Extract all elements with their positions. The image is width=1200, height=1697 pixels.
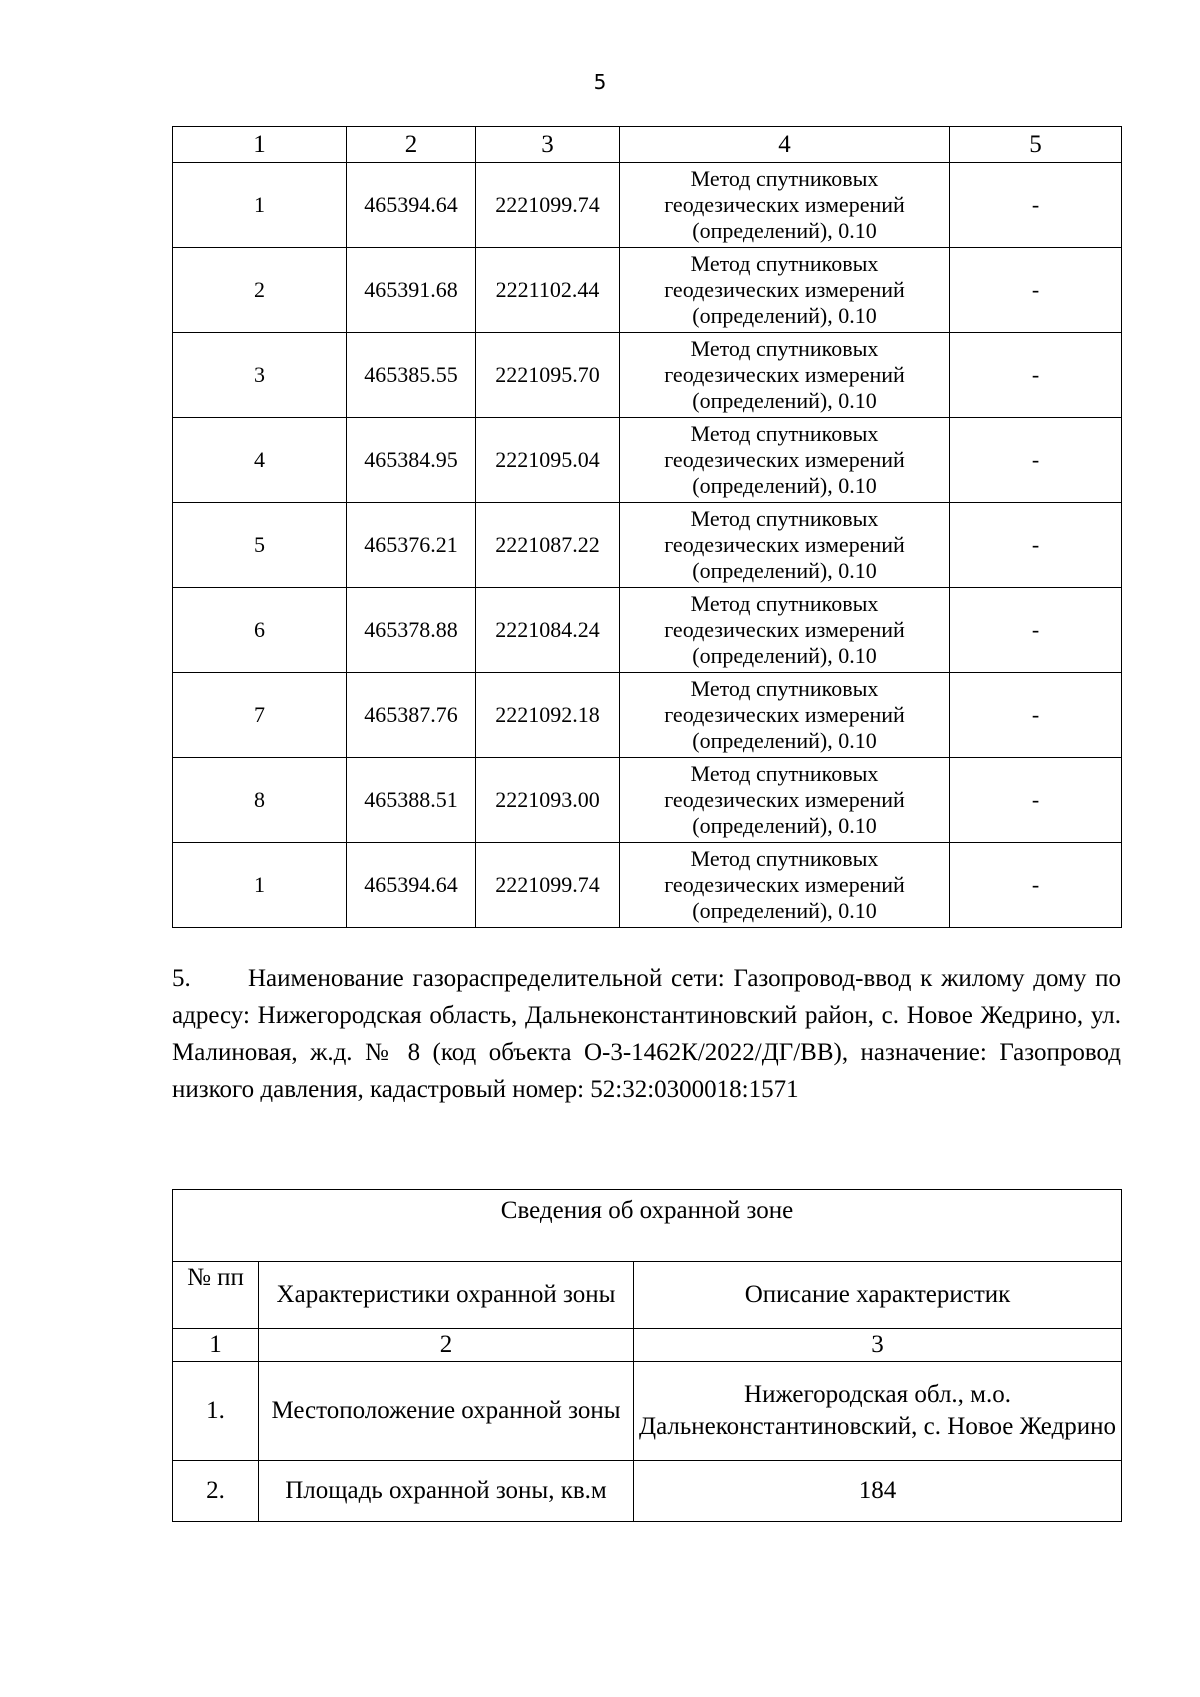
y-coordinate-value: 2221095.70	[495, 362, 600, 387]
point-number-value: 4	[254, 447, 265, 472]
table-row	[173, 673, 1122, 758]
y-coordinate-value: 2221092.18	[495, 702, 600, 727]
method-cell	[620, 758, 950, 843]
header-characteristics: Характеристики охранной зоны	[259, 1262, 634, 1329]
point-number-value: 3	[254, 362, 265, 387]
x-coordinate-cell	[347, 588, 476, 673]
method-line: геодезических измерений	[664, 872, 905, 897]
header-cell: 4	[620, 127, 950, 163]
method-cell	[620, 163, 950, 248]
point-number-value: 2	[254, 277, 265, 302]
protection-zone-table	[172, 1189, 1122, 1522]
table-header-row	[173, 127, 1122, 163]
x-coordinate-cell	[347, 758, 476, 843]
table-row	[173, 1461, 1122, 1522]
method-cell	[620, 843, 950, 928]
y-coordinate-value: 2221084.24	[495, 617, 600, 642]
note-value: -	[1031, 192, 1040, 217]
note-cell	[950, 418, 1122, 503]
note-cell	[950, 503, 1122, 588]
method-line: геодезических измерений	[664, 447, 905, 472]
note-value: -	[1031, 702, 1040, 727]
x-coordinate-value: 465391.68	[364, 277, 458, 302]
note-value: -	[1031, 447, 1040, 472]
table-row	[173, 1362, 1122, 1461]
point-number-cell	[173, 248, 347, 333]
table-row	[173, 503, 1122, 588]
point-number-value: 1	[254, 192, 265, 217]
y-coordinate-value: 2221102.44	[495, 277, 600, 302]
x-coordinate-value: 465385.55	[364, 362, 458, 387]
point-number-cell	[173, 588, 347, 673]
y-coordinate-cell	[476, 333, 620, 418]
header-cell: 3	[476, 127, 620, 163]
zone-table-column-numbers	[173, 1329, 1122, 1362]
method-line: (определений), 0.10	[692, 388, 877, 413]
method-line: геодезических измерений	[664, 362, 905, 387]
x-coordinate-value: 465394.64	[364, 872, 458, 897]
method-line: (определений), 0.10	[692, 813, 877, 838]
header-number: № пп	[173, 1262, 259, 1329]
note-cell	[950, 673, 1122, 758]
method-cell	[620, 333, 950, 418]
y-coordinate-cell	[476, 248, 620, 333]
y-coordinate-value: 2221095.04	[495, 447, 600, 472]
method-line: Метод спутниковых	[690, 591, 879, 616]
method-line: (определений), 0.10	[692, 643, 877, 668]
method-line: Метод спутниковых	[690, 506, 879, 531]
column-number: 3	[634, 1329, 1122, 1362]
method-line: геодезических измерений	[664, 532, 905, 557]
x-coordinate-value: 465378.88	[364, 617, 458, 642]
y-coordinate-cell	[476, 163, 620, 248]
method-line: (определений), 0.10	[692, 898, 877, 923]
row-number: 1.	[173, 1362, 259, 1461]
method-line: Метод спутниковых	[690, 166, 879, 191]
y-coordinate-cell	[476, 843, 620, 928]
note-cell	[950, 758, 1122, 843]
table-row	[173, 758, 1122, 843]
y-coordinate-cell	[476, 503, 620, 588]
table-row	[173, 588, 1122, 673]
point-number-cell	[173, 163, 347, 248]
x-coordinate-cell	[347, 843, 476, 928]
method-line: Метод спутниковых	[690, 676, 879, 701]
y-coordinate-value: 2221099.74	[495, 872, 600, 897]
y-coordinate-cell	[476, 418, 620, 503]
x-coordinate-cell	[347, 673, 476, 758]
x-coordinate-value: 465387.76	[364, 702, 458, 727]
table-row	[173, 248, 1122, 333]
method-line: Метод спутниковых	[690, 761, 879, 786]
page-number: 5	[593, 70, 607, 94]
y-coordinate-cell	[476, 588, 620, 673]
header-cell: 1	[173, 127, 347, 163]
method-line: (определений), 0.10	[692, 218, 877, 243]
note-cell	[950, 248, 1122, 333]
note-value: -	[1031, 787, 1040, 812]
point-number-cell	[173, 843, 347, 928]
note-value: -	[1031, 617, 1040, 642]
description-cell: Нижегородская обл., м.о. Дальнеконстантиновский, с. Новое Жедрино	[634, 1362, 1122, 1461]
y-coordinate-value: 2221087.22	[495, 532, 600, 557]
x-coordinate-value: 465394.64	[364, 192, 458, 217]
x-coordinate-cell	[347, 418, 476, 503]
zone-table-header-row	[173, 1262, 1122, 1329]
note-cell	[950, 588, 1122, 673]
method-line: геодезических измерений	[664, 617, 905, 642]
section-text: Наименование газораспределительной сети: Газопровод-ввод к жилому дому по адресу: Нижегородская область, Дальнеконстантиновский район, с. Новое Жедрино, ул. Малиновая, ж.д. № 8 (код объекта О-3-1462К/2022/ДГ/ВВ), назначение: Газопровод низкого давления, кадастровый номер: 52:32:0300018:1571	[172, 965, 1121, 1103]
section-number: 5.	[172, 965, 191, 992]
point-number-value: 1	[254, 872, 265, 897]
method-cell	[620, 248, 950, 333]
point-number-cell	[173, 503, 347, 588]
table-row	[173, 163, 1122, 248]
table-row	[173, 418, 1122, 503]
header-description: Описание характеристик	[634, 1262, 1122, 1329]
header-cell: 2	[347, 127, 476, 163]
method-line: Метод спутниковых	[690, 336, 879, 361]
description-cell: 184	[634, 1461, 1122, 1522]
point-number-value: 8	[254, 787, 265, 812]
row-number: 2.	[173, 1461, 259, 1522]
table-row	[173, 843, 1122, 928]
method-line: геодезических измерений	[664, 787, 905, 812]
point-number-cell	[173, 333, 347, 418]
note-cell	[950, 843, 1122, 928]
method-line: Метод спутниковых	[690, 421, 879, 446]
point-number-value: 7	[254, 702, 265, 727]
y-coordinate-cell	[476, 758, 620, 843]
point-number-cell	[173, 673, 347, 758]
note-value: -	[1031, 362, 1040, 387]
method-line: Метод спутниковых	[690, 251, 879, 276]
method-cell	[620, 418, 950, 503]
method-line: геодезических измерений	[664, 192, 905, 217]
x-coordinate-cell	[347, 248, 476, 333]
table-row	[173, 333, 1122, 418]
method-line: (определений), 0.10	[692, 728, 877, 753]
x-coordinate-value: 465384.95	[364, 447, 458, 472]
method-line: (определений), 0.10	[692, 473, 877, 498]
x-coordinate-value: 465376.21	[364, 532, 458, 557]
point-number-value: 5	[254, 532, 265, 557]
method-line: (определений), 0.10	[692, 303, 877, 328]
point-number-cell	[173, 758, 347, 843]
section-paragraph	[172, 960, 1121, 1108]
characteristic-cell: Местоположение охранной зоны	[259, 1362, 634, 1461]
header-cell: 5	[950, 127, 1122, 163]
zone-table-title: Сведения об охранной зоне	[173, 1190, 1122, 1262]
point-number-value: 6	[254, 617, 265, 642]
note-value: -	[1031, 872, 1040, 897]
method-line: (определений), 0.10	[692, 558, 877, 583]
method-line: геодезических измерений	[664, 702, 905, 727]
y-coordinate-value: 2221099.74	[495, 192, 600, 217]
characteristic-cell: Площадь охранной зоны, кв.м	[259, 1461, 634, 1522]
x-coordinate-value: 465388.51	[364, 787, 458, 812]
note-value: -	[1031, 277, 1040, 302]
y-coordinate-cell	[476, 673, 620, 758]
note-cell	[950, 163, 1122, 248]
point-number-cell	[173, 418, 347, 503]
column-number: 2	[259, 1329, 634, 1362]
method-line: Метод спутниковых	[690, 846, 879, 871]
x-coordinate-cell	[347, 333, 476, 418]
method-cell	[620, 673, 950, 758]
column-number: 1	[173, 1329, 259, 1362]
note-cell	[950, 333, 1122, 418]
method-line: геодезических измерений	[664, 277, 905, 302]
x-coordinate-cell	[347, 163, 476, 248]
x-coordinate-cell	[347, 503, 476, 588]
note-value: -	[1031, 532, 1040, 557]
y-coordinate-value: 2221093.00	[495, 787, 600, 812]
method-cell	[620, 503, 950, 588]
method-cell	[620, 588, 950, 673]
coordinates-table	[172, 126, 1122, 928]
